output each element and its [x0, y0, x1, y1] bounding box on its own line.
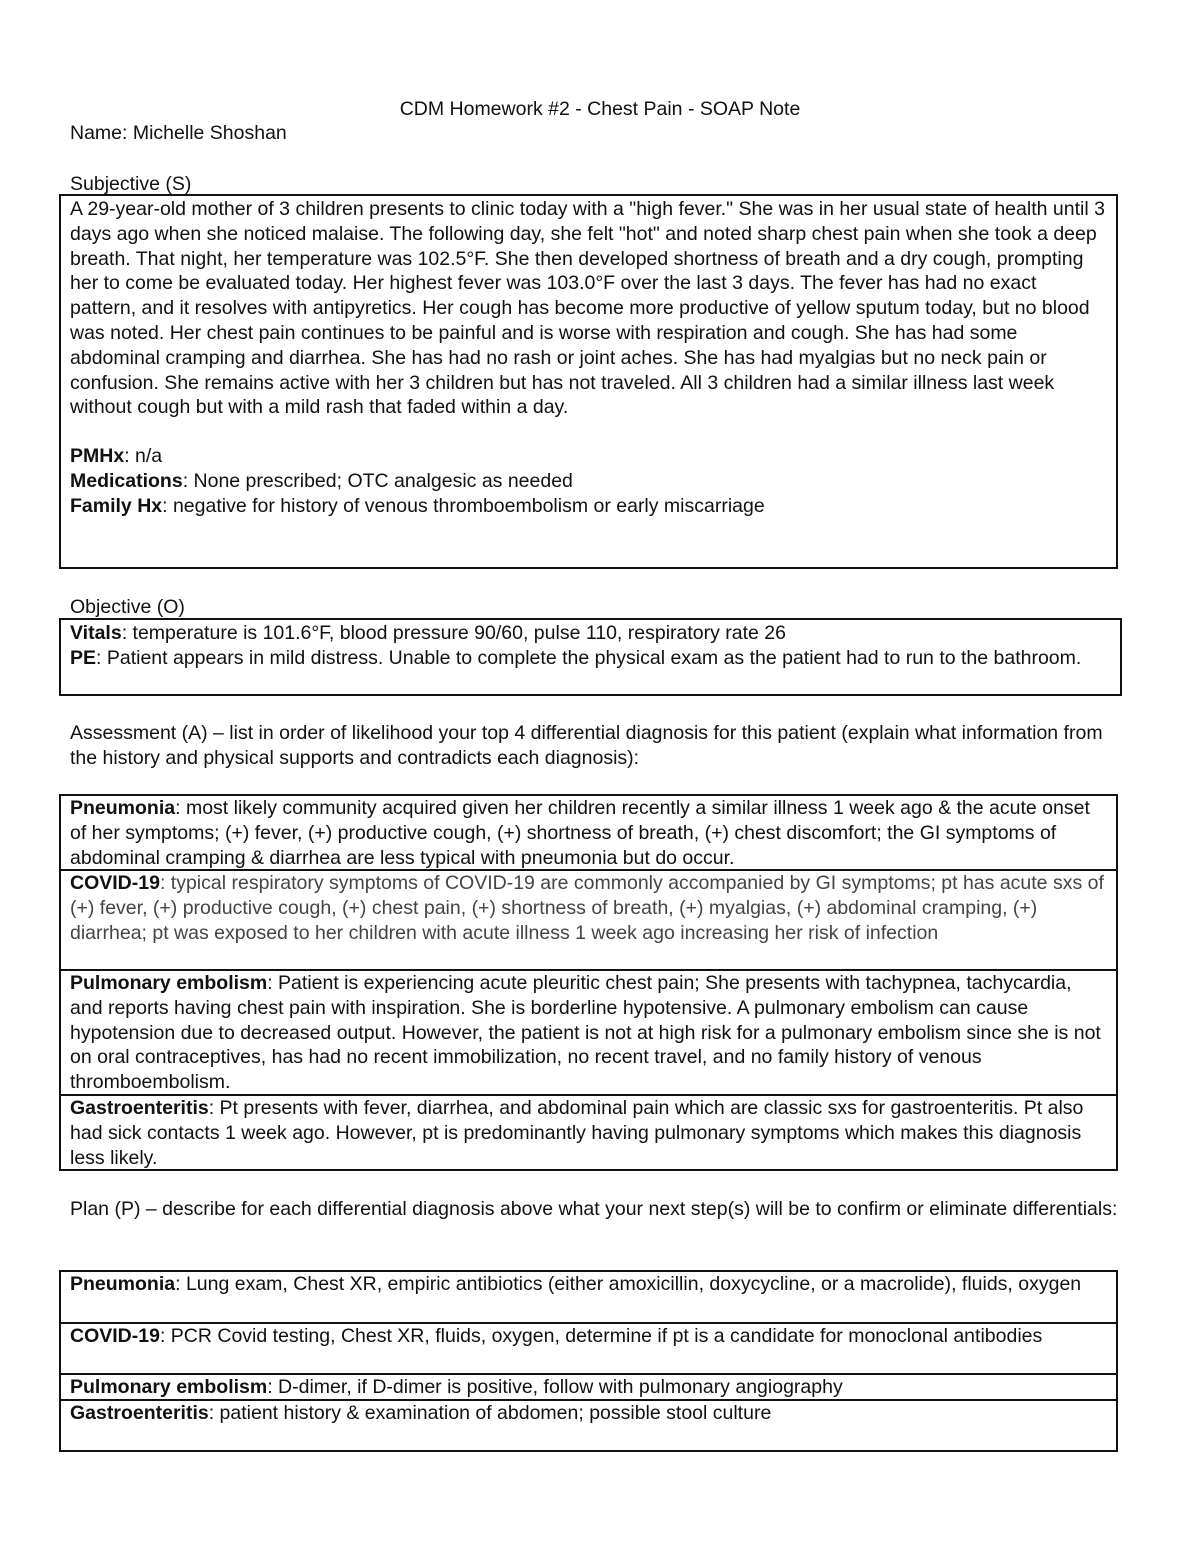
vitals-value: : temperature is 101.6°F, blood pressure 90/60, pulse 110, respiratory rate 26 [121, 622, 787, 644]
assessment-table [59, 794, 1118, 1171]
pe-value: : Patient appears in mild distress. Unable to complete the physical exam as the patient had to run to the bathroom. [96, 646, 1082, 669]
diagnosis-text: : most likely community acquired given her children recently a similar illness 1 week ago & the acute onset of her symptoms; (+) fever, (+) productive cough, (+) shortness of breath, (+) chest discomfort; the GI symptoms of abdominal cramping & diarrhea are less typical with pneumonia but do occur. [70, 797, 1090, 869]
plan-text: : PCR Covid testing, Chest XR, fluids, oxygen, determine if pt is a candidate for monoclonal antibodies [159, 1325, 1043, 1347]
diagnosis-text: : Pt presents with fever, diarrhea, and abdominal pain which are classic sxs for gastroenteritis. Pt also had sick contacts 1 week ago. However, pt is predominantly having pulmonary symptoms which makes this diagnosis less likely. [70, 1097, 1084, 1169]
document-title: CDM Homework #2 - Chest Pain - SOAP Note [399, 98, 801, 120]
diagnosis-label: Pneumonia [70, 1273, 176, 1295]
pmhx-value: : n/a [124, 445, 163, 468]
plan-text: : Lung exam, Chest XR, empiric antibiotics (either amoxicillin, doxycycline, or a macrolide), fluids, oxygen [175, 1273, 1082, 1295]
diagnosis-label: Gastroenteritis [70, 1402, 209, 1424]
diagnosis-label: Pulmonary embolism [70, 1376, 268, 1398]
family-hx-value: : negative for history of venous thromboembolism or early miscarriage [162, 494, 765, 517]
diagnosis-label: COVID-19 [70, 872, 160, 894]
family-hx-line [70, 494, 1107, 519]
medications-line [70, 469, 1107, 494]
plan-row [61, 1324, 1116, 1375]
plan-row [61, 1272, 1116, 1324]
diagnosis-text: : typical respiratory symptoms of COVID-19 are commonly accompanied by GI symptoms; pt has acute sxs of (+) fever, (+) productive cough, (+) chest pain, (+) shortness of breath, (+) myalgias, (+) abdominal cramping, (+) diarrhea; pt was exposed to her children with acute illness 1 week ago increasing her risk of infection [70, 872, 1104, 944]
student-name: Name: Michelle Shoshan [70, 122, 287, 144]
vitals-line [70, 621, 1111, 646]
assessment-row [61, 971, 1116, 1096]
family-hx-label: Family Hx [70, 494, 163, 517]
pmhx-label: PMHx [70, 445, 125, 468]
plan-heading: Plan (P) – describe for each differential diagnosis above what your next step(s) will be to confirm or eliminate differentials: [70, 1198, 1118, 1220]
diagnosis-text: : Patient is experiencing acute pleuritic chest pain; She presents with tachypnea, tachycardia, and reports having chest pain with inspiration. She is borderline hypotensive. A pulmonary embolism can cause hypotension due to decreased output. However, the patient is not at high risk for a pulmonary embolism since she is not on oral contraceptives, has had no recent immobilization, no recent travel, and no family history of venous thromboembolism. [70, 972, 1101, 1094]
objective-box [59, 618, 1122, 696]
pmhx-line [70, 444, 1107, 469]
plan-row [61, 1375, 1116, 1401]
assessment-row [61, 871, 1116, 971]
vitals-label: Vitals [70, 622, 122, 644]
medications-label: Medications [70, 469, 183, 492]
plan-text: : patient history & examination of abdomen; possible stool culture [208, 1402, 772, 1424]
assessment-row [61, 796, 1116, 871]
diagnosis-label: COVID-19 [70, 1325, 160, 1347]
diagnosis-label: Gastroenteritis [70, 1097, 209, 1119]
assessment-heading: Assessment (A) – list in order of likelihood your top 4 differential diagnosis for this patient (explain what information from the history and physical supports and contradicts each diagnosis): [70, 722, 1103, 769]
subjective-box [59, 194, 1118, 569]
plan-table [59, 1270, 1118, 1452]
subjective-narrative: A 29-year-old mother of 3 children presents to clinic today with a "high fever." She was in her usual state of health until 3 days ago when she noticed malaise. The following day, she felt "hot" and noted sharp chest pain when she took a deep breath. That night, her temperature was 102.5°F. She then developed shortness of breath and a dry cough, prompting her to come be evaluated today. Her highest fever was 103.0°F over the last 3 days. The fever has had no exact pattern, and it resolves with antipyretics. Her cough has become more productive of yellow sputum today, but no blood was noted. Her chest pain continues to be painful and is worse with respiration and cough. She has had some abdominal cramping and diarrhea. She has had no rash or joint aches. She has had myalgias but no neck pain or confusion. She remains active with her 3 children but has not traveled. All 3 children had a similar illness last week without cough but with a mild rash that faded within a day. [70, 198, 1105, 419]
pe-line [70, 646, 1111, 671]
diagnosis-label: Pulmonary embolism [70, 972, 268, 994]
diagnosis-label: Pneumonia [70, 797, 176, 819]
subjective-heading: Subjective (S) [70, 173, 192, 195]
pe-label: PE [70, 646, 97, 669]
plan-text: : D-dimer, if D-dimer is positive, follow with pulmonary angiography [267, 1376, 843, 1398]
plan-row [61, 1401, 1116, 1452]
objective-heading: Objective (O) [70, 596, 185, 618]
assessment-row [61, 1096, 1116, 1171]
medications-value: : None prescribed; OTC analgesic as needed [182, 469, 573, 492]
